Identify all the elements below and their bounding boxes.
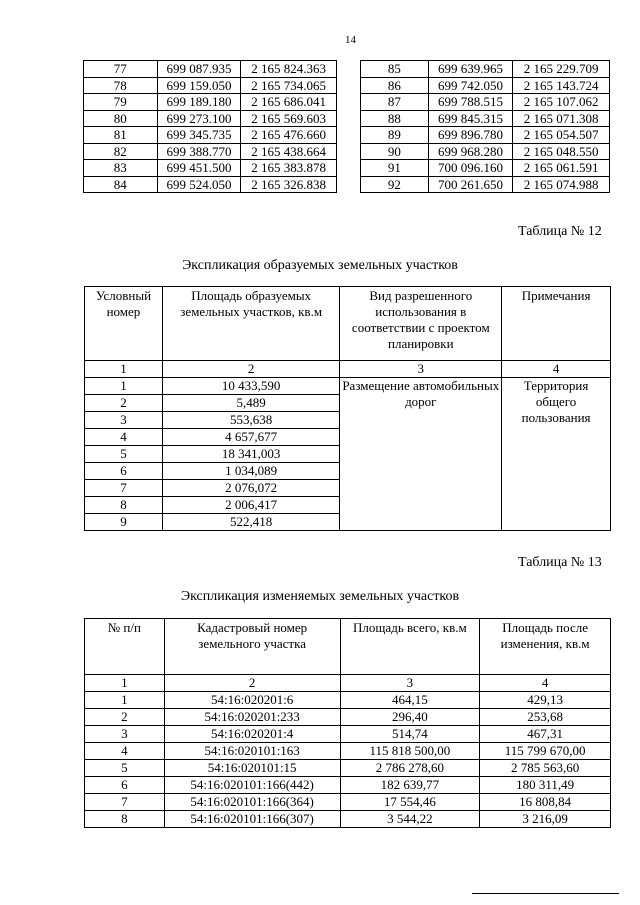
t13-area-after: 180 311,49: [480, 777, 611, 794]
coord-row: [84, 94, 337, 111]
coord-row: [84, 77, 337, 94]
t13-number: 6: [85, 777, 165, 794]
t13-header-3: Площадь всего, кв.м: [340, 619, 480, 675]
table12: [84, 286, 611, 531]
coord-y: 2 165 383.878: [241, 160, 337, 177]
t13-area-total: 182 639,77: [340, 777, 480, 794]
t12-area: 10 433,590: [162, 378, 340, 395]
t13-cadastral-number: 54:16:020101:166(307): [164, 811, 340, 828]
t12-area: 553,638: [162, 412, 340, 429]
coord-row: [84, 176, 337, 193]
coord-y: 2 165 476.660: [241, 127, 337, 144]
t12-colnum-2: 2: [162, 361, 340, 378]
table12-label: Таблица № 12: [518, 224, 602, 239]
t13-header-2: Кадастровый номер земельного участка: [164, 619, 340, 675]
coord-y: 2 165 824.363: [241, 61, 337, 78]
t12-area: 2 076,072: [162, 480, 340, 497]
point-number: 82: [84, 143, 158, 160]
table-row: [85, 777, 611, 794]
coord-x: 699 087.935: [157, 61, 241, 78]
coord-y: 2 165 107.062: [513, 94, 610, 111]
t13-colnum-4: 4: [480, 675, 611, 692]
t12-number: 6: [85, 463, 163, 480]
coord-x: 699 788.515: [428, 94, 513, 111]
coord-row: [361, 94, 610, 111]
table-row: [85, 726, 611, 743]
t13-cadastral-number: 54:16:020201:233: [164, 709, 340, 726]
t13-number: 7: [85, 794, 165, 811]
t13-number: 4: [85, 743, 165, 760]
coord-y: 2 165 229.709: [513, 61, 610, 78]
t13-area-after: 429,13: [480, 692, 611, 709]
point-number: 86: [361, 77, 429, 94]
coord-x: 699 159.050: [157, 77, 241, 94]
t13-area-total: 17 554,46: [340, 794, 480, 811]
t13-number: 8: [85, 811, 165, 828]
t12-area: 2 006,417: [162, 497, 340, 514]
t12-number: 7: [85, 480, 163, 497]
t12-header-1: Условный номер: [85, 287, 163, 361]
t12-number: 1: [85, 378, 163, 395]
point-number: 91: [361, 160, 429, 177]
coord-y: 2 165 569.603: [241, 110, 337, 127]
t12-area: 5,489: [162, 395, 340, 412]
coord-row: [84, 127, 337, 144]
table13: [84, 618, 611, 828]
page-number: 14: [345, 34, 356, 46]
t12-area: 4 657,677: [162, 429, 340, 446]
coord-y: 2 165 061.591: [513, 160, 610, 177]
t13-area-after: 253,68: [480, 709, 611, 726]
t13-header-4: Площадь после изменения, кв.м: [480, 619, 611, 675]
t12-area: 522,418: [162, 514, 340, 531]
t13-area-after: 16 808,84: [480, 794, 611, 811]
coordinates-table-left: [83, 60, 337, 193]
coord-row: [361, 143, 610, 160]
t13-cadastral-number: 54:16:020201:4: [164, 726, 340, 743]
coord-x: 700 096.160: [428, 160, 513, 177]
point-number: 83: [84, 160, 158, 177]
point-number: 87: [361, 94, 429, 111]
t13-area-total: 115 818 500,00: [340, 743, 480, 760]
signature-line: [472, 893, 619, 894]
coord-row: [361, 110, 610, 127]
coordinates-table-right: [360, 60, 610, 193]
t12-number: 3: [85, 412, 163, 429]
coord-x: 699 345.735: [157, 127, 241, 144]
coord-row: [84, 143, 337, 160]
point-number: 77: [84, 61, 158, 78]
table-row: [85, 743, 611, 760]
t12-use-type: Размещение автомобильных дорог: [340, 378, 502, 531]
t13-area-total: 2 786 278,60: [340, 760, 480, 777]
coord-y: 2 165 054.507: [513, 127, 610, 144]
coord-row: [361, 160, 610, 177]
t12-number: 2: [85, 395, 163, 412]
table-row: [85, 760, 611, 777]
coord-y: 2 165 734.065: [241, 77, 337, 94]
t12-header-2: Площадь образуемых земельных участков, кв.м: [162, 287, 340, 361]
coord-x: 699 845.315: [428, 110, 513, 127]
t13-header-1: № п/п: [85, 619, 165, 675]
coord-y: 2 165 326.838: [241, 176, 337, 193]
t12-number: 4: [85, 429, 163, 446]
coord-row: [361, 61, 610, 78]
point-number: 78: [84, 77, 158, 94]
t12-colnum-1: 1: [85, 361, 163, 378]
coord-row: [84, 160, 337, 177]
point-number: 79: [84, 94, 158, 111]
coord-x: 699 524.050: [157, 176, 241, 193]
t13-cadastral-number: 54:16:020201:6: [164, 692, 340, 709]
t12-area: 18 341,003: [162, 446, 340, 463]
coord-x: 699 896.780: [428, 127, 513, 144]
coord-y: 2 165 438.664: [241, 143, 337, 160]
coord-row: [84, 110, 337, 127]
point-number: 84: [84, 176, 158, 193]
table-row: [85, 794, 611, 811]
table13-caption: Экспликация изменяемых земельных участков: [180, 589, 460, 604]
coord-y: 2 165 048.550: [513, 143, 610, 160]
t13-area-after: 3 216,09: [480, 811, 611, 828]
t12-header-4: Примечания: [502, 287, 611, 361]
coord-x: 699 639.965: [428, 61, 513, 78]
coord-y: 2 165 686.041: [241, 94, 337, 111]
t13-cadastral-number: 54:16:020101:163: [164, 743, 340, 760]
t13-area-total: 464,15: [340, 692, 480, 709]
coord-row: [361, 176, 610, 193]
t13-cadastral-number: 54:16:020101:166(364): [164, 794, 340, 811]
t12-colnum-3: 3: [340, 361, 502, 378]
coord-x: 699 189.180: [157, 94, 241, 111]
t13-number: 1: [85, 692, 165, 709]
table-row: [85, 692, 611, 709]
coord-row: [361, 127, 610, 144]
t12-area: 1 034,089: [162, 463, 340, 480]
t13-number: 2: [85, 709, 165, 726]
t12-number: 8: [85, 497, 163, 514]
coord-x: 699 968.280: [428, 143, 513, 160]
coord-row: [361, 77, 610, 94]
coord-x: 700 261.650: [428, 176, 513, 193]
t13-area-after: 115 799 670,00: [480, 743, 611, 760]
t13-colnum-3: 3: [340, 675, 480, 692]
coord-y: 2 165 071.308: [513, 110, 610, 127]
t13-number: 3: [85, 726, 165, 743]
coord-row: [84, 61, 337, 78]
coord-y: 2 165 143.724: [513, 77, 610, 94]
t13-area-total: 514,74: [340, 726, 480, 743]
t12-number: 5: [85, 446, 163, 463]
table13-label: Таблица № 13: [518, 555, 602, 570]
point-number: 81: [84, 127, 158, 144]
coord-x: 699 742.050: [428, 77, 513, 94]
point-number: 90: [361, 143, 429, 160]
point-number: 85: [361, 61, 429, 78]
t12-colnum-4: 4: [502, 361, 611, 378]
t13-area-total: 296,40: [340, 709, 480, 726]
t12-note: Территория общего пользования: [502, 378, 611, 531]
t13-cadastral-number: 54:16:020101:15: [164, 760, 340, 777]
coord-x: 699 388.770: [157, 143, 241, 160]
table12-caption: Экспликация образуемых земельных участков: [182, 258, 458, 273]
coord-y: 2 165 074.988: [513, 176, 610, 193]
point-number: 88: [361, 110, 429, 127]
coord-x: 699 273.100: [157, 110, 241, 127]
t12-header-3: Вид разрешенного использования в соответствии с проектом планировки: [340, 287, 502, 361]
coord-x: 699 451.500: [157, 160, 241, 177]
t13-cadastral-number: 54:16:020101:166(442): [164, 777, 340, 794]
t13-area-total: 3 544,22: [340, 811, 480, 828]
table-row: [85, 378, 611, 395]
t13-colnum-1: 1: [85, 675, 165, 692]
t13-colnum-2: 2: [164, 675, 340, 692]
t12-number: 9: [85, 514, 163, 531]
point-number: 80: [84, 110, 158, 127]
point-number: 92: [361, 176, 429, 193]
t13-area-after: 467,31: [480, 726, 611, 743]
table-row: [85, 709, 611, 726]
point-number: 89: [361, 127, 429, 144]
t13-area-after: 2 785 563,60: [480, 760, 611, 777]
t13-number: 5: [85, 760, 165, 777]
table-row: [85, 811, 611, 828]
